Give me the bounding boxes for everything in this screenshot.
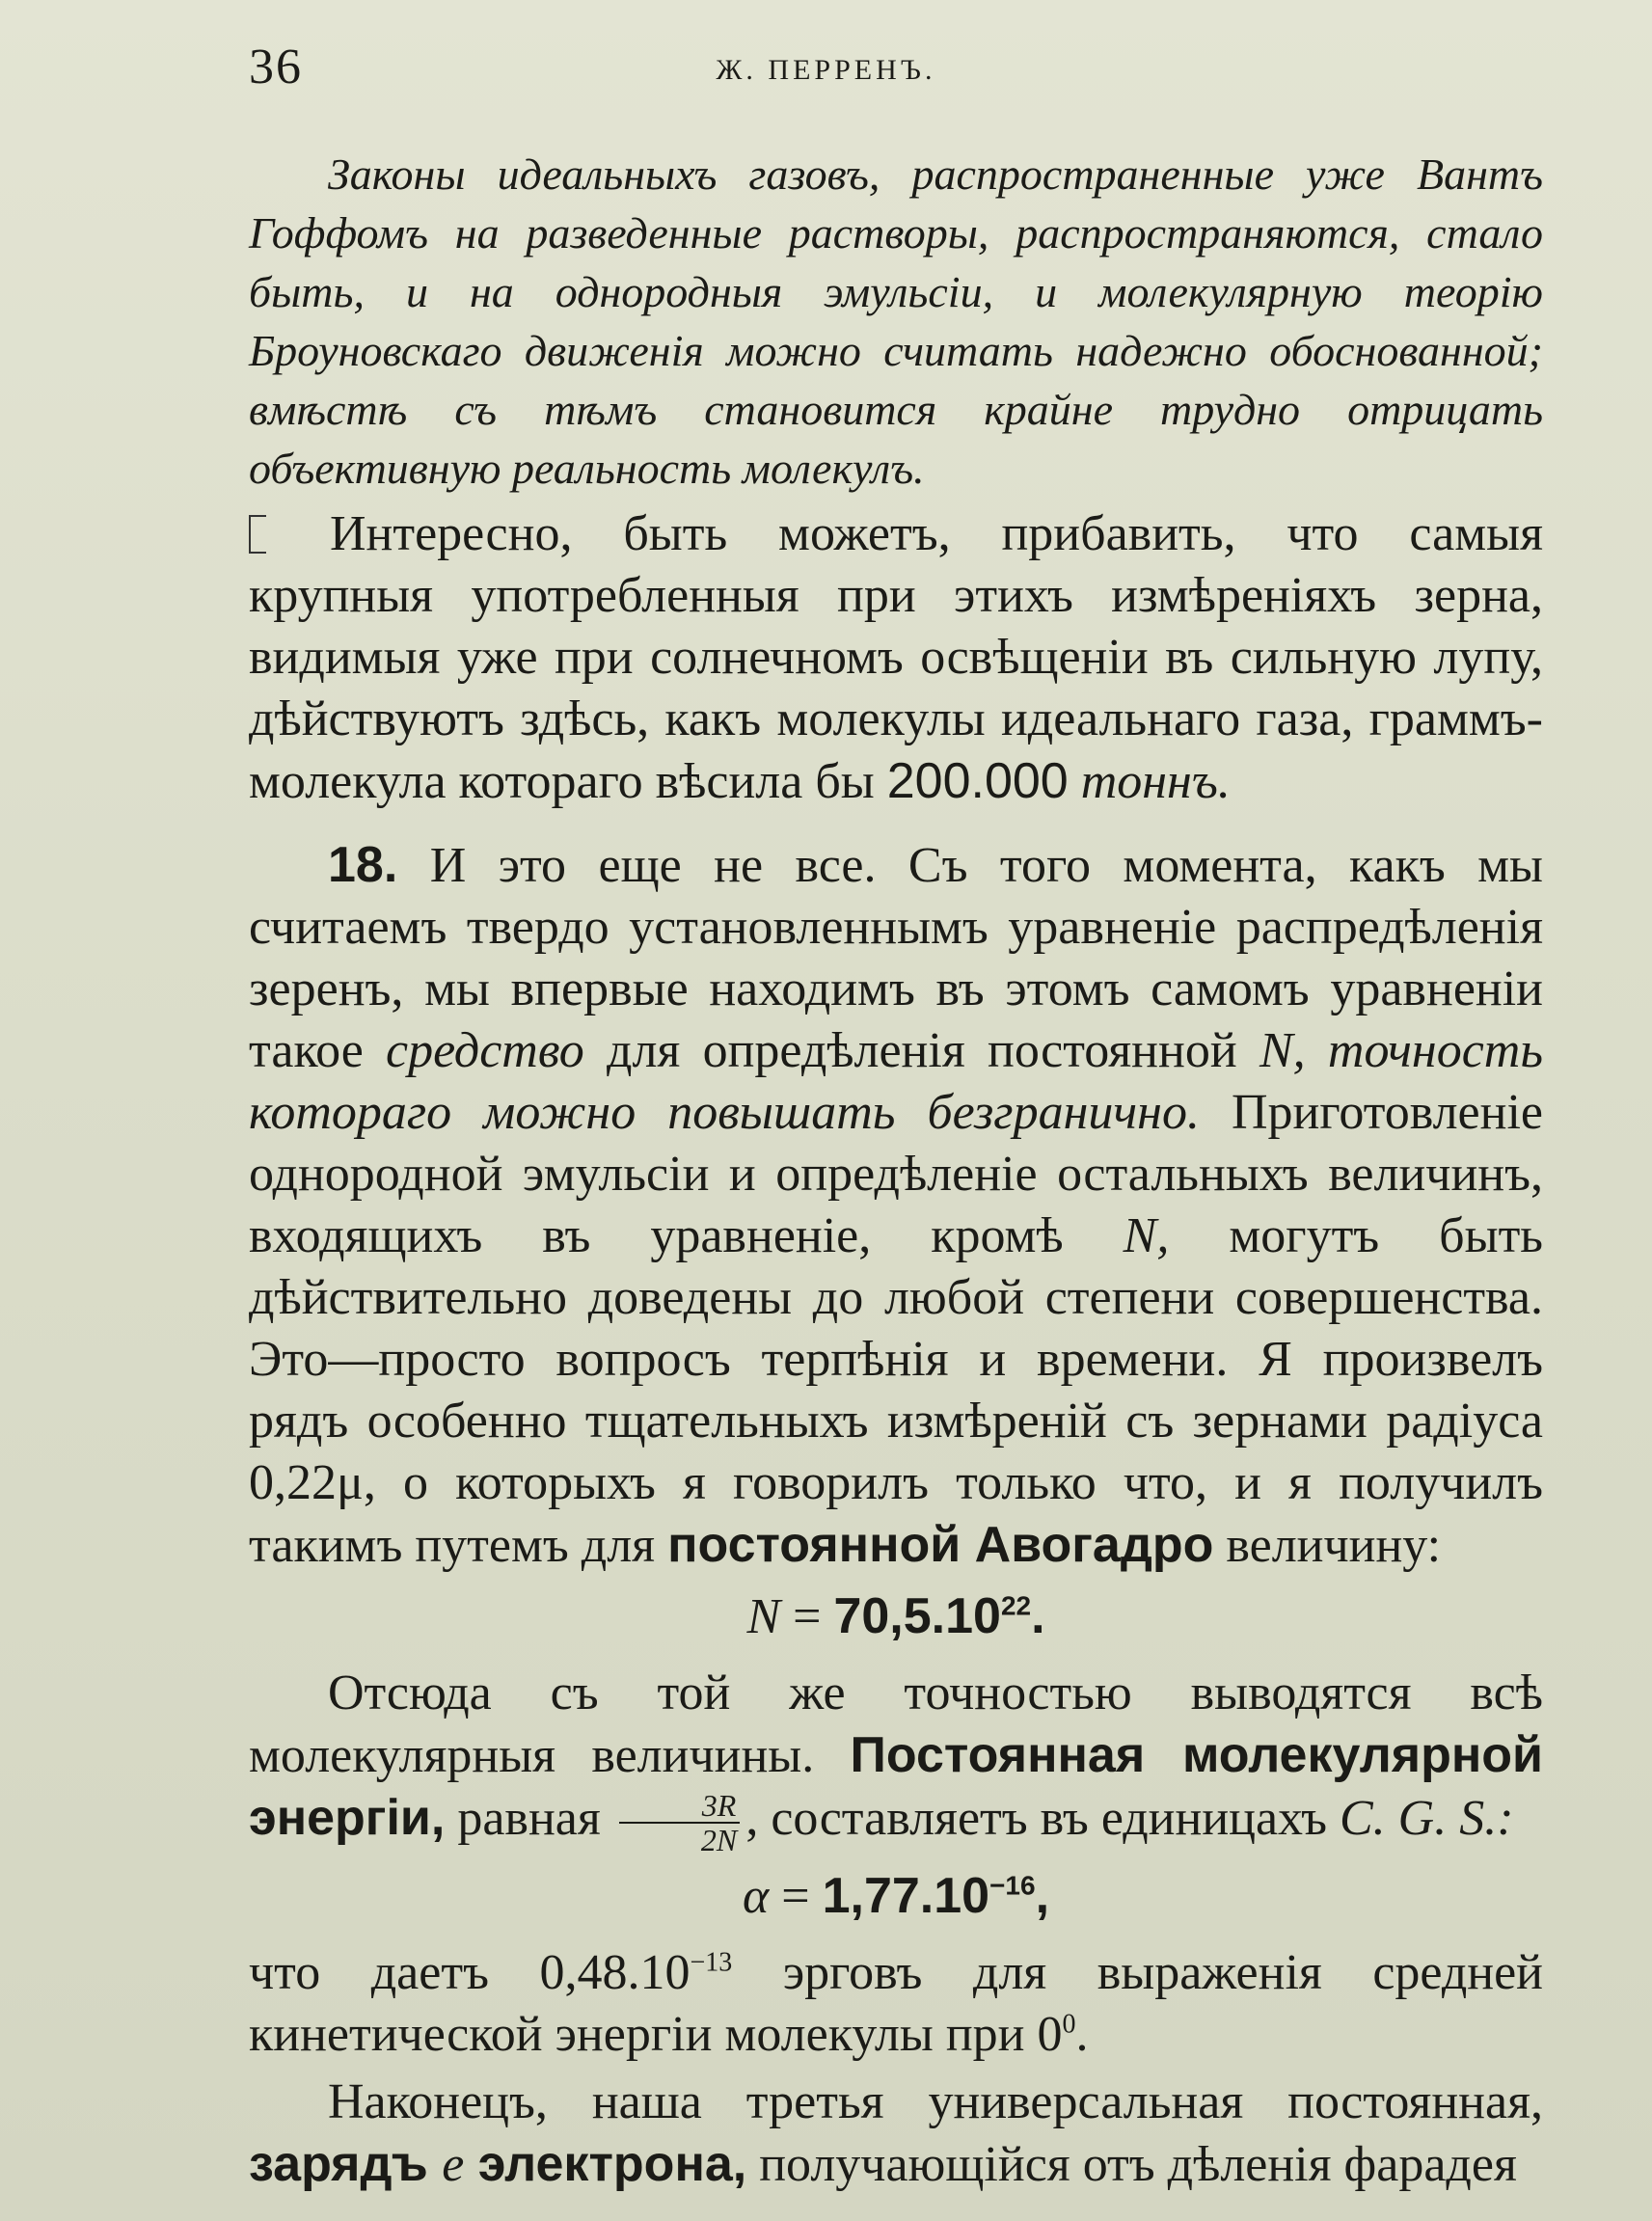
page-body [249,145,1543,2196]
text-run: эрговъ для выраженія средней кинетической энергіи молекулы при 0 [249,1945,1544,2063]
text-run: равная [445,1791,613,1846]
formula-alpha [249,1860,1543,1933]
energy-constant-label: Постоянная молекулярной энергіи, [249,1727,1543,1846]
formula-value: 70,5.10 [833,1588,1001,1644]
text-run: Наконецъ, наша третья универсальная постоянная, [328,2074,1543,2130]
spacer [249,813,1543,834]
formula-end: , [1035,1868,1050,1925]
text-run: Отсюда съ той же точностью выводятся всѣ молекулярныя величины. [249,1666,1543,1783]
paragraph-kinetic-energy [249,1942,1543,2066]
symbol-e: e [442,2137,465,2193]
avogadro-constant-label: постоянной Авогадро [667,1517,1214,1573]
symbol-n: N, [1123,1208,1170,1263]
margin-marker [249,515,266,554]
electron-charge-label: электрона, [464,2136,747,2193]
emphasis-means: средство [386,1023,584,1078]
paragraph-energy [249,1663,1543,1856]
formula-exponent: 22 [1000,1590,1032,1621]
text-run: Приготовленіе однородной эмульсіи и опредѣленіе остальныхъ величинъ, входящихъ въ уравненіе, кромѣ [249,1085,1543,1263]
formula-exponent: −16 [989,1870,1036,1901]
mass-unit: тоннъ. [1080,754,1231,809]
text-run: что даетъ 0,48.10 [249,1945,691,2001]
text-run: получающійся отъ дѣленія фарадея [746,2137,1517,2193]
units-cgs: C. G. S.: [1339,1791,1514,1846]
text-run: И это еще не все. Съ того момента, какъ мы считаемъ твердо установленнымъ уравненіе распредѣленія зеренъ, мы впервые находимъ въ этомъ самомъ уравненіи такое [249,838,1543,1078]
paragraph-section-18 [249,834,1543,1577]
paragraph-electron-charge [249,2072,1543,2196]
fraction-3r-2n [619,1789,741,1856]
fraction-denominator: 2N [700,1823,738,1858]
formula-eq: = [780,1589,834,1644]
paragraph-grains [249,503,1543,813]
formula-avogadro [249,1581,1543,1653]
formula-eq: = [769,1869,823,1925]
running-head: Ж. ПЕРРЕНЪ. [716,54,936,86]
emphasis-precision: точность котораго можно повышать безгранично. [249,1023,1543,1140]
electron-charge-label: зарядъ [249,2136,443,2193]
fraction-numerator: 3R [619,1789,741,1824]
formula-end: . [1031,1588,1045,1644]
text-run: . [1075,2007,1089,2063]
page-number: 36 [249,40,303,95]
exponent: −13 [690,1947,733,1978]
text-run: могутъ быть дѣйствительно доведены до любой степени совершенства. Это—просто вопросъ терпѣнія и времени. Я произвелъ рядъ особенно тщательныхъ измѣреній съ зернами радіуса 0,22μ, о которыхъ я говорилъ только что, и я получилъ такимъ путемъ для [249,1208,1544,1573]
paragraph-grains-text: Интересно, быть можетъ, прибавить, что самыя крупныя употребленныя при этихъ измѣреніяхъ зерна, видимыя уже при солнечномъ освѣщеніи въ сильную лупу, дѣйствуютъ здѣсь, какъ молекулы идеальнаго газа, граммъ-молекула котораго вѣсила бы [249,506,1543,809]
formula-lhs: α [742,1869,770,1925]
section-number: 18. [328,837,398,893]
text-run: величину: [1213,1518,1442,1573]
text-run: , составляетъ въ единицахъ [745,1791,1340,1846]
symbol-n: N, [1259,1023,1306,1078]
text-run: для опредѣленія постоянной [583,1023,1259,1078]
paragraph-conclusion: Законы идеальныхъ газовъ, распространенные уже Вантъ Гоффомъ на разведенные растворы, распространяются, стало быть, и на однородныя эмульсіи, и молекулярную теорію Броуновскаго движенія можно считать надежно обоснованной; вмѣстѣ съ тѣмъ становится крайне трудно отрицать объективную реальность молекулъ. [249,149,1543,493]
formula-lhs: N [746,1589,781,1644]
formula-value: 1,77.10 [822,1868,990,1925]
degree-sign: 0 [1062,2009,1076,2040]
mass-number: 200.000 [886,753,1069,809]
